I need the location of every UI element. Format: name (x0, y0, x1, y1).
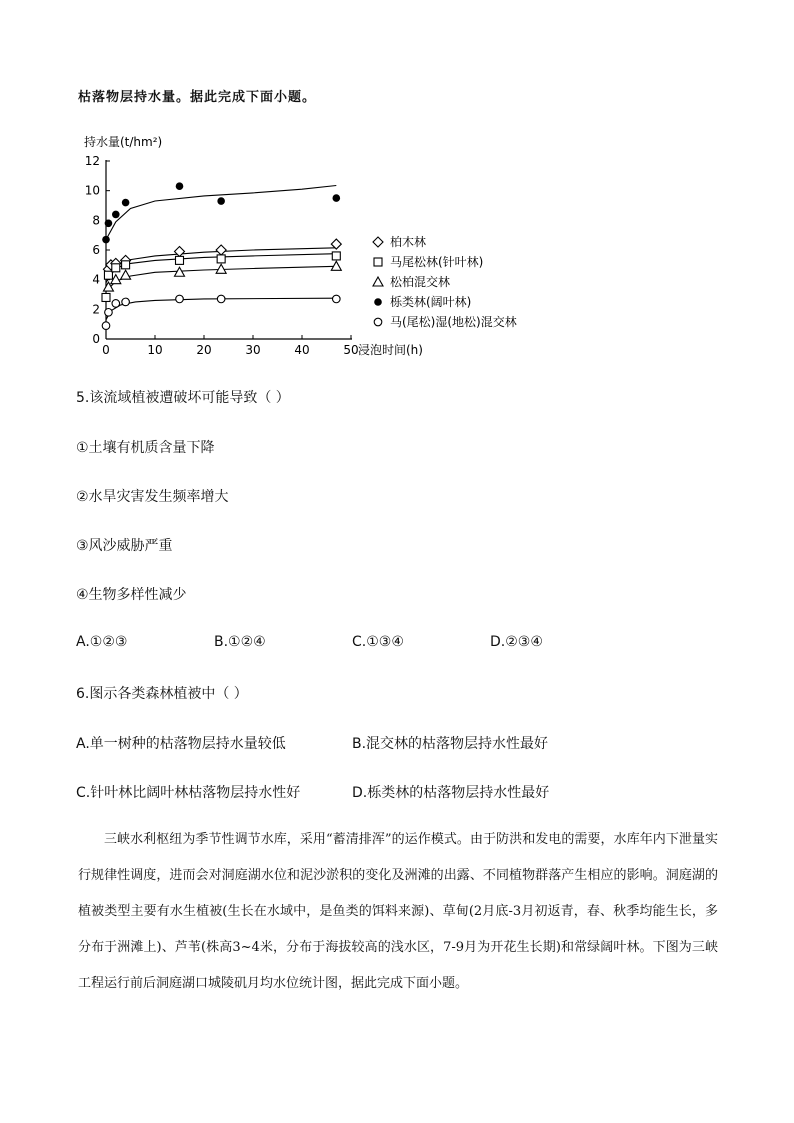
data-point (217, 255, 225, 263)
data-point (331, 261, 341, 270)
data-point (176, 182, 184, 190)
q5-statement: ②水旱灾害发生频率增大 (76, 489, 229, 505)
legend-label: 马尾松林(针叶林) (390, 255, 484, 269)
y-tick-label: 10 (84, 183, 100, 198)
y-tick-label: 12 (84, 154, 100, 168)
q6-option-d[interactable]: D.栎类林的枯落物层持水性最好 (352, 785, 550, 801)
data-point (105, 220, 113, 228)
legend-marker (374, 318, 382, 326)
data-point (332, 252, 340, 260)
x-tick-label: 20 (196, 343, 212, 357)
data-point (122, 261, 130, 269)
data-point (105, 309, 113, 317)
q5-option-c[interactable]: C.①③④ (352, 634, 404, 650)
intro-line: 枯落物层持水量。据此完成下面小题。 (78, 90, 317, 105)
q5-statement: ①土壤有机质含量下降 (76, 440, 215, 456)
legend-label: 马(尾松)湿(地松)混交林 (390, 315, 517, 329)
data-point (102, 293, 110, 301)
q5-statement: ④生物多样性减少 (76, 587, 187, 603)
x-tick-label: 50 (343, 343, 359, 357)
legend (373, 234, 517, 329)
y-tick-label: 6 (92, 243, 100, 257)
data-point (104, 271, 112, 279)
q6-option-b[interactable]: B.混交林的枯落物层持水性最好 (352, 736, 549, 752)
y-tick-label: 4 (92, 272, 100, 287)
data-point (176, 256, 184, 264)
data-point (112, 300, 120, 308)
x-tick-label: 40 (294, 343, 310, 357)
x-tick-label: 10 (147, 343, 163, 357)
fit-curve (106, 186, 336, 240)
x-tick-label: 30 (245, 343, 261, 357)
data-point (122, 298, 130, 306)
data-point (217, 197, 225, 205)
x-ticks (102, 335, 358, 357)
data-points (102, 182, 341, 329)
data-point (176, 295, 184, 303)
y-axis-label: 持水量(t/hm²) (84, 135, 163, 149)
q5-option-a[interactable]: A.①②③ (76, 634, 128, 650)
data-point (102, 236, 110, 244)
data-point (121, 270, 131, 279)
data-point (112, 211, 120, 219)
q6-option-c[interactable]: C.针叶林比阔叶林枯落物层持水性好 (76, 785, 301, 801)
legend-marker (373, 237, 383, 247)
y-tick-label: 0 (92, 332, 100, 346)
data-point (216, 245, 226, 255)
passage-paragraph: 三峡水利枢纽为季节性调节水库，采用“蓄清排浑”的运作模式。由于防洪和发电的需要，水库年内下泄量实行规律性调度，进而会对洞庭湖水位和泥沙淤积的变化及洲滩的出露、不同植物群落产生相应的影响。洞庭湖的植被类型主要有水生植被(生长在水域中，是鱼类的饵料来源)、草甸(2月底-3月初返青，春、秋季均能生长，多分布于洲滩上)、芦苇(株高3~4米，分布于海拔较高的浅水区，7-9月为开花生长期)和常绿阔叶林。下图为三峡工程运行前后洞庭湖口城陵矶月均水位统计图，据此完成下面小题。 (78, 832, 718, 991)
data-point (333, 295, 341, 303)
x-tick-label: 0 (102, 343, 110, 357)
data-point (217, 295, 225, 303)
x-axis-label: 浸泡时间(h) (358, 343, 423, 357)
y-tick-label: 8 (92, 213, 100, 228)
legend-marker (374, 258, 382, 266)
q6-stem: 6.图示各类森林植被中（ ） (76, 686, 248, 702)
legend-label: 松柏混交林 (390, 275, 451, 289)
data-point (112, 264, 120, 272)
legend-label: 柏木林 (390, 235, 427, 249)
data-point (216, 264, 226, 273)
legend-label: 栎类林(阔叶林) (390, 295, 472, 309)
legend-marker (374, 298, 382, 306)
data-point (333, 194, 341, 202)
legend-marker (373, 277, 383, 286)
q5-statement: ③风沙威胁严重 (76, 538, 173, 554)
q5-stem: 5.该流域植被遭破坏可能导致（ ） (76, 390, 290, 406)
q5-option-d[interactable]: D.②③④ (490, 634, 543, 650)
q5-option-b[interactable]: B.①②④ (214, 634, 266, 650)
q6-option-a[interactable]: A.单一树种的枯落物层持水量较低 (76, 736, 286, 752)
water-holding-chart (60, 128, 540, 363)
data-point (102, 322, 110, 330)
data-point (122, 199, 130, 207)
data-point (175, 246, 185, 256)
reading-passage (78, 822, 718, 1002)
y-tick-label: 2 (92, 302, 100, 317)
